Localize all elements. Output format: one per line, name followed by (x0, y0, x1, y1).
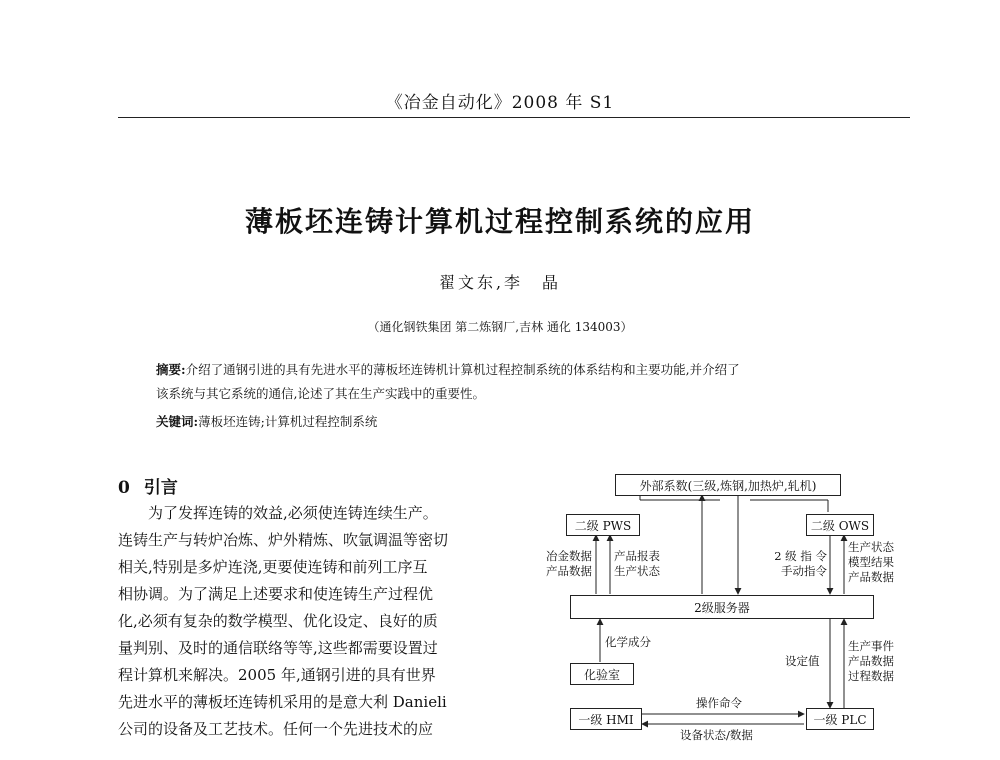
system-architecture-diagram (546, 462, 900, 760)
body-line: 为了发挥连铸的效益,必须使连铸连续生产。 (148, 504, 438, 522)
box-lab: 化验室 (570, 663, 634, 685)
label-op-command: 操作命令 (696, 696, 742, 710)
section-number: 0 (118, 478, 130, 498)
paper-affiliation: （通化钢铁集团 第二炼钢厂,吉林 通化 134003） (367, 320, 633, 334)
label-setpoint: 设定值 (785, 654, 820, 668)
section-title: 引言 (143, 478, 178, 498)
abstract (156, 358, 896, 406)
body-line: 化,必须有复杂的数学模型、优化设定、良好的质 (118, 612, 438, 630)
abstract-line-1: 介绍了通钢引进的具有先进水平的薄板坯连铸机计算机过程控制系统的体系结构和主要功能,并介绍了 (185, 362, 740, 377)
paper-authors: 翟文东,李 晶 (438, 273, 562, 292)
label-device-status: 设备状态/数据 (680, 728, 753, 742)
box-level2-pws: 二级 PWS (566, 514, 640, 536)
box-level2-server: 2级服务器 (570, 595, 874, 619)
abstract-line-2: 该系统与其它系统的通信,论述了其在生产实践中的重要性。 (156, 386, 485, 401)
body-line: 相关,特别是多炉连浇,更要使连铸和前列工序互 (118, 558, 428, 576)
keywords-label: 关键词: (156, 414, 199, 429)
header-rule (118, 117, 910, 118)
paper-title: 薄板坯连铸计算机过程控制系统的应用 (244, 205, 755, 238)
label-chemistry: 化学成分 (605, 635, 651, 649)
keywords (156, 412, 896, 430)
intro-paragraph (118, 500, 500, 743)
label-pws-left: 冶金数据 产品数据 (546, 549, 592, 578)
body-line: 相协调。为了满足上述要求和使连铸生产过程优 (118, 585, 434, 603)
box-level1-plc: 一级 PLC (806, 708, 874, 730)
body-line: 连铸生产与转炉冶炼、炉外精炼、吹氩调温等密切 (118, 531, 449, 549)
abstract-label: 摘要: (156, 362, 186, 377)
body-line: 公司的设备及工艺技术。任何一个先进技术的应 (118, 720, 434, 738)
body-line: 程计算机来解决。2005 年,通钢引进的具有世界 (118, 666, 436, 684)
section-heading (118, 473, 178, 498)
body-line: 量判别、及时的通信联络等等,这些都需要设置过 (118, 639, 438, 657)
keywords-text: 薄板坯连铸;计算机过程控制系统 (198, 414, 378, 429)
box-level1-hmi: 一级 HMI (570, 708, 642, 730)
body-line: 先进水平的薄板坯连铸机采用的是意大利 Danieli (118, 693, 447, 711)
journal-header: 《冶金自动化》2008 年 S1 (385, 93, 615, 113)
box-external-systems: 外部系数(三级,炼钢,加热炉,轧机) (615, 474, 841, 496)
label-plc-right: 生产事件 产品数据 过程数据 (848, 639, 894, 683)
label-pws-right: 产品报表 生产状态 (614, 549, 660, 578)
label-ows-left: 2 级 指 令 手动指令 (774, 549, 827, 578)
label-ows-right: 生产状态 模型结果 产品数据 (848, 540, 894, 584)
box-level2-ows: 二级 OWS (806, 514, 874, 536)
